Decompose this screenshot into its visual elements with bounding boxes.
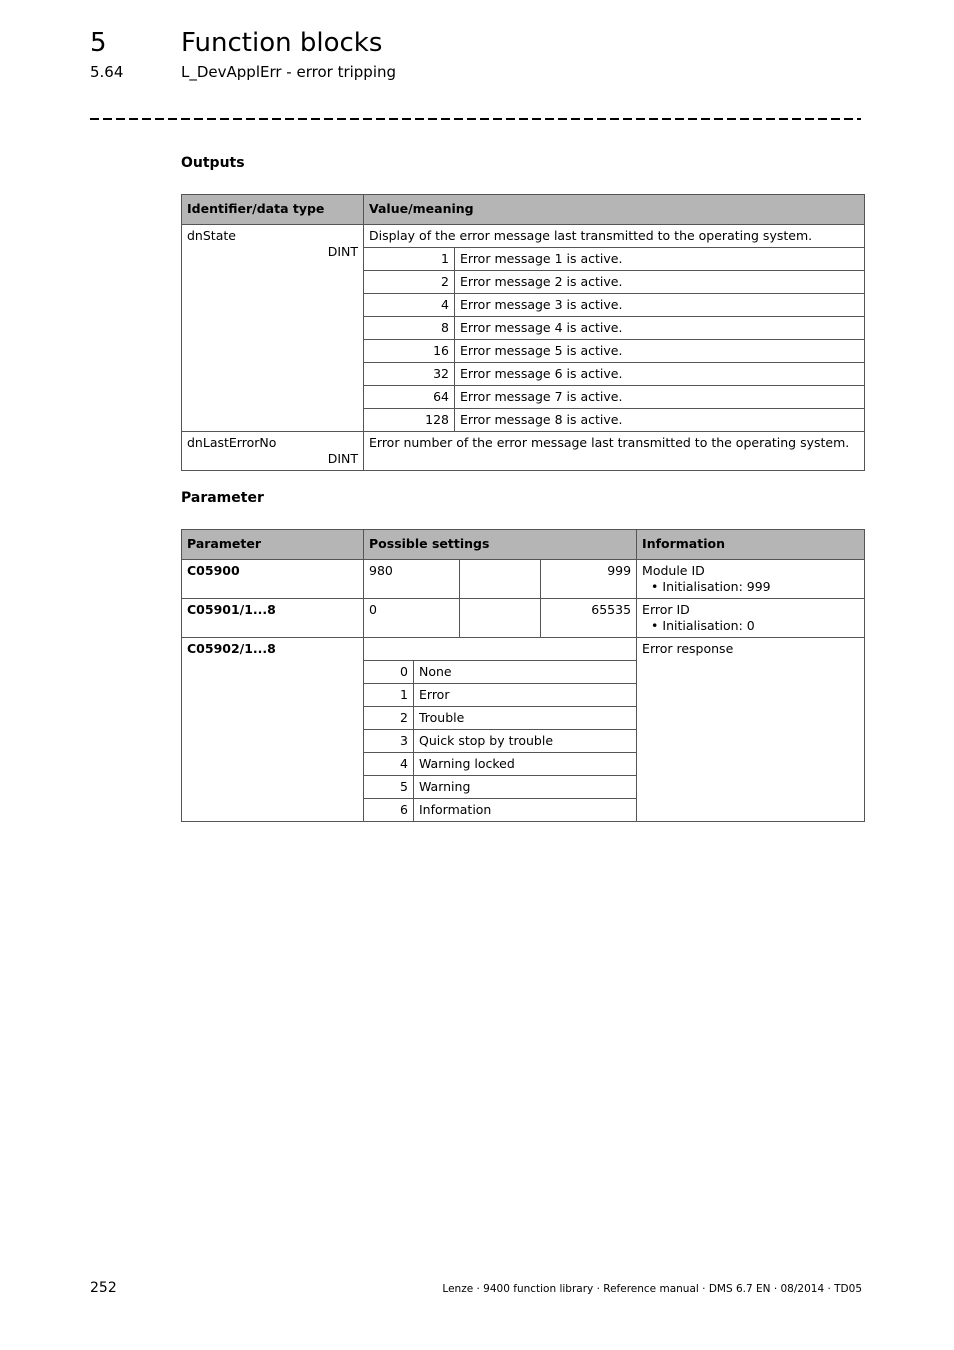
value-cell: 2 xyxy=(364,271,455,294)
setting-unit xyxy=(460,599,541,638)
identifier-cell xyxy=(182,432,364,471)
section-title: L_DevApplErr - error tripping xyxy=(181,63,397,81)
outputs-header-row xyxy=(182,195,865,225)
chapter-title: Function blocks xyxy=(181,28,383,58)
table-row xyxy=(182,599,865,638)
meaning-cell: Error message 8 is active. xyxy=(455,409,865,432)
page-number: 252 xyxy=(90,1280,117,1296)
setting-unit xyxy=(460,560,541,599)
parameter-code: C05900 xyxy=(182,560,364,599)
information-cell xyxy=(637,560,865,599)
setting-max: 999 xyxy=(541,560,637,599)
setting-min: 980 xyxy=(364,560,460,599)
parameter-header-row xyxy=(182,530,865,560)
description-cell: Display of the error message last transmitted to the operating system. xyxy=(364,225,865,248)
header-dashed-rule xyxy=(90,118,861,120)
parameter-code: C05901/1...8 xyxy=(182,599,364,638)
parameter-col-settings: Possible settings xyxy=(364,530,637,560)
table-row xyxy=(182,432,865,471)
value-cell: 32 xyxy=(364,363,455,386)
option-value: 6 xyxy=(364,799,414,822)
setting-max: 65535 xyxy=(541,599,637,638)
description-cell: Error number of the error message last transmitted to the operating system. xyxy=(364,432,865,471)
meaning-cell: Error message 4 is active. xyxy=(455,317,865,340)
outputs-col-value: Value/meaning xyxy=(364,195,865,225)
parameter-table xyxy=(181,529,865,822)
table-row xyxy=(182,560,865,599)
setting-min: 0 xyxy=(364,599,460,638)
table-row xyxy=(182,638,865,661)
identifier-cell xyxy=(182,225,364,432)
table-row xyxy=(182,225,865,248)
outputs-col-identifier: Identifier/data type xyxy=(182,195,364,225)
value-cell: 128 xyxy=(364,409,455,432)
identifier-name: dnState xyxy=(187,228,236,243)
initialisation-text: • Initialisation: 999 xyxy=(651,579,771,594)
identifier-name: dnLastErrorNo xyxy=(187,435,277,450)
settings-empty-cell xyxy=(364,638,637,661)
option-label: Quick stop by trouble xyxy=(414,730,637,753)
option-value: 0 xyxy=(364,661,414,684)
option-value: 5 xyxy=(364,776,414,799)
value-cell: 8 xyxy=(364,317,455,340)
option-value: 2 xyxy=(364,707,414,730)
meaning-cell: Error message 7 is active. xyxy=(455,386,865,409)
value-cell: 1 xyxy=(364,248,455,271)
outputs-heading: Outputs xyxy=(181,155,245,171)
option-label: None xyxy=(414,661,637,684)
chapter-number: 5 xyxy=(90,28,107,58)
meaning-cell: Error message 5 is active. xyxy=(455,340,865,363)
meaning-cell: Error message 3 is active. xyxy=(455,294,865,317)
value-cell: 4 xyxy=(364,294,455,317)
option-value: 3 xyxy=(364,730,414,753)
option-label: Warning locked xyxy=(414,753,637,776)
identifier-type: DINT xyxy=(327,451,358,466)
option-label: Information xyxy=(414,799,637,822)
information-cell xyxy=(637,599,865,638)
identifier-type: DINT xyxy=(327,244,358,259)
option-value: 1 xyxy=(364,684,414,707)
parameter-col-parameter: Parameter xyxy=(182,530,364,560)
information-text: Module ID xyxy=(642,563,705,578)
parameter-code: C05902/1...8 xyxy=(182,638,364,822)
document-info: Lenze · 9400 function library · Reference manual · DMS 6.7 EN · 08/2014 · TD05 xyxy=(442,1283,862,1295)
meaning-cell: Error message 2 is active. xyxy=(455,271,865,294)
parameter-heading: Parameter xyxy=(181,490,264,506)
option-label: Warning xyxy=(414,776,637,799)
option-label: Trouble xyxy=(414,707,637,730)
initialisation-text: • Initialisation: 0 xyxy=(651,618,755,633)
meaning-cell: Error message 6 is active. xyxy=(455,363,865,386)
option-value: 4 xyxy=(364,753,414,776)
section-number: 5.64 xyxy=(90,63,124,81)
outputs-table xyxy=(181,194,865,471)
parameter-col-information: Information xyxy=(637,530,865,560)
option-label: Error xyxy=(414,684,637,707)
value-cell: 64 xyxy=(364,386,455,409)
value-cell: 16 xyxy=(364,340,455,363)
information-cell: Error response xyxy=(637,638,865,822)
meaning-cell: Error message 1 is active. xyxy=(455,248,865,271)
information-text: Error ID xyxy=(642,602,690,617)
